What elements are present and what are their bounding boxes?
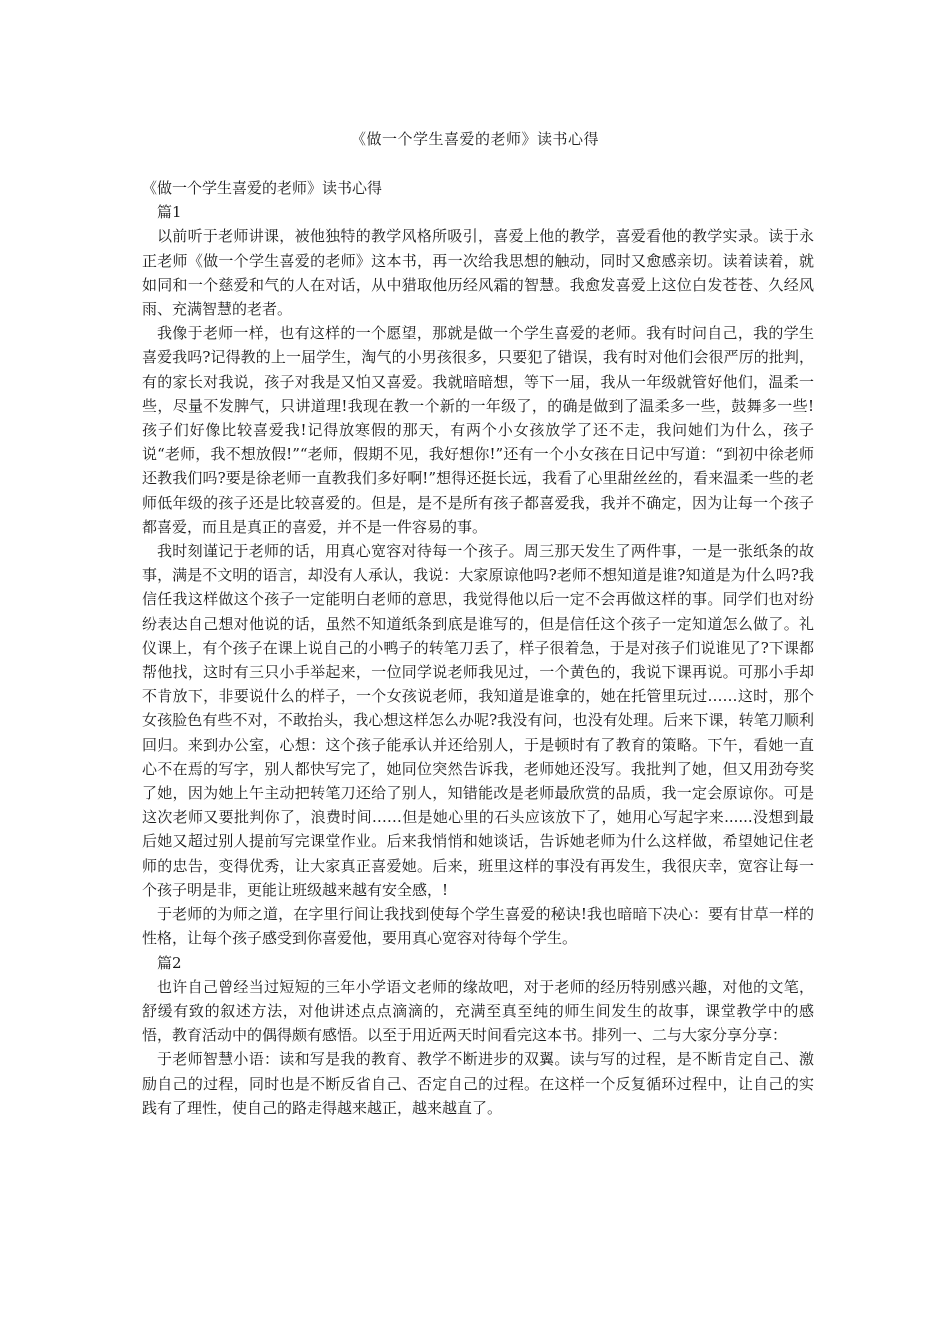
paragraph: 于老师的为师之道，在字里行间让我找到使每个学生喜爱的秘诀!我也暗暗下决心：要有甘草一样的性格，让每个孩子感受到你喜爱他，要用真心宽容对待每个学生。 bbox=[142, 905, 814, 948]
paragraph: 也许自己曾经当过短短的三年小学语文老师的缘故吧，对于老师的经历特别感兴趣，对他的文笔，舒缓有致的叙述方法，对他讲述点点滴滴的，充满至真至纯的师生间发生的故事，课堂教学中的感悟，教育活动中的偶得颇有感悟。以至于用近两天时间看完这本书。排列一、二与大家分享分享： bbox=[142, 977, 814, 1045]
section-heading-1: 篇1 bbox=[157, 203, 182, 222]
document-body bbox=[142, 176, 814, 1120]
paragraph: 于老师智慧小语：读和写是我的教育、教学不断进步的双翼。读与写的过程，是不断肯定自己、激励自己的过程，同时也是不断反省自己、否定自己的过程。在这样一个反复循环过程中，让自己的实践有了理性，使自己的路走得越来越正，越来越直了。 bbox=[142, 1050, 814, 1117]
paragraph: 以前听于老师讲课，被他独特的教学风格所吸引，喜爱上他的教学，喜爱看他的教学实录。读于永正老师《做一个学生喜爱的老师》这本书，再一次给我思想的触动，同时又愈感亲切。读着读着，就如同和一个慈爱和气的人在对话，从中猎取他历经风霜的智慧。我愈发喜爱上这位白发苍苍、久经风雨、充满智慧的老者。 bbox=[142, 227, 814, 319]
document-subtitle: 《做一个学生喜爱的老师》读书心得 bbox=[142, 179, 383, 197]
document-title: 《做一个学生喜爱的老师》读书心得 bbox=[350, 130, 599, 148]
section-heading-2: 篇2 bbox=[157, 953, 182, 972]
paragraph: 我像于老师一样，也有这样的一个愿望，那就是做一个学生喜爱的老师。我有时问自己，我的学生喜爱我吗?记得教的上一届学生，淘气的小男孩很多，只要犯了错误，我有时对他们会很严厉的批判，有的家长对我说，孩子对我是又怕又喜爱。我就暗暗想，等下一届，我从一年级就管好他们，温柔一些，尽量不发脾气，只讲道理!我现在教一个新的一年级了，的确是做到了温柔多一些，鼓舞多一些!孩子们好像比较喜爱我!记得放寒假的那天，有两个小女孩放学了还不走，我问她们为什么，孩子说“老师，我不想放假!”“老师，假期不见，我好想你!”还有一个小女孩在日记中写道：“到初中徐老师还教我们吗?要是徐老师一直教我们多好啊!”想得还挺长远，我看了心里甜丝丝的，看来温柔一些的老师低年级的孩子还是比较喜爱的。但是，是不是所有孩子都喜爱我，我并不确定，因为让每一个孩子都喜爱，而且是真正的喜爱，并不是一件容易的事。 bbox=[142, 324, 814, 536]
paragraph: 我时刻谨记于老师的话，用真心宽容对待每一个孩子。周三那天发生了两件事，一是一张纸条的故事，满是不文明的语言，却没有人承认，我说：大家原谅他吗?老师不想知道是谁?知道是为什么吗?我信任我这样做这个孩子一定能明白老师的意思，我觉得他以后一定不会再做这样的事。同学们也对纷纷表达自己想对他说的话，虽然不知道纸条到底是谁写的，但是信任这个孩子一定知道怎么做了。礼仪课上，有个孩子在课上说自己的小鸭子的转笔刀丢了，样子很着急，于是对孩子们说谁见了?下课都帮他找，这时有三只小手举起来，一位同学说老师我见过，一个黄色的，我说下课再说。可那小手却不肯放下，非要说什么的样子，一个女孩说老师，我知道是谁拿的，她在托管里玩过……这时，那个女孩脸色有些不对，不敢抬头，我心想这样怎么办呢?我没有问，也没有处理。后来下课，转笔刀顺利回归。来到办公室，心想：这个孩子能承认并还给别人，于是顿时有了教育的策略。下午，看她一直心不在焉的写字，别人都快写完了，她同位突然告诉我，老师她还没写。我批判了她，但又用劲夸奖了她，因为她上午主动把转笔刀还给了别人，知错能改是老师最欣赏的品质，我一定会原谅你。可是这次老师又要批判你了，浪费时间……但是她心里的石头应该放下了，她用心写起字来......没想到最后她又超过别人提前写完课堂作业。后来我悄悄和她谈话，告诉她老师为什么这样做，希望她记住老师的忠告，变得优秀，让大家真正喜爱她。后来，班里这样的事没有再发生，我很庆幸，宽容让每一个孩子明是非，更能让班级越来越有安全感，! bbox=[142, 542, 814, 899]
